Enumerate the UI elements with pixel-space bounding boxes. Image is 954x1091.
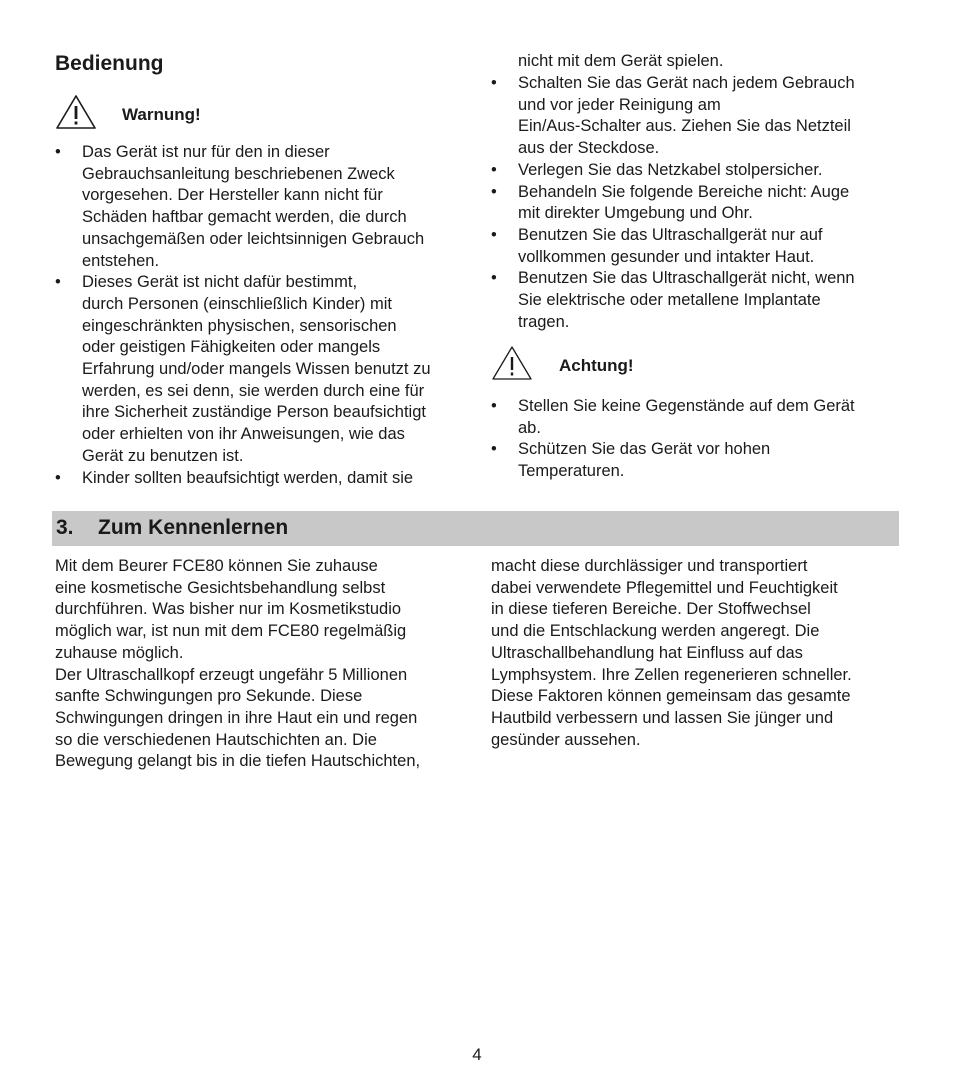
warning-item: • Benutzen Sie das Ultraschallgerät nicht, wenn Sie elektrische oder metallene Implantate tragen.: [491, 268, 891, 333]
section-number: 3.: [56, 516, 74, 539]
warning-item: • Benutzen Sie das Ultraschallgerät nur auf vollkommen gesunder und intakter Haut.: [491, 225, 891, 268]
warning-item: • Verlegen Sie das Netzkabel stolpersicher.: [491, 160, 891, 182]
warning-item: • Schalten Sie das Gerät nach jedem Gebrauch und vor jeder Reinigung am Ein/Aus-Schalter aus. Ziehen Sie das Netzteil aus der Steckdose.: [491, 73, 891, 160]
warning-item: • Kinder sollten beaufsichtigt werden, damit sie: [55, 468, 465, 490]
warning-item: • Dieses Gerät ist nicht dafür bestimmt, durch Personen (einschließlich Kinder) mit eingeschränkten physischen, sensorischen oder geistigen Fähigkeiten oder mangels Erfahrung und/oder mangels Wissen benutzt zu werden, es sei denn, sie werden durch eine für ihre Sicherheit zuständige Person beaufsichtigt oder erhielten von ihr Anweisungen, wie das Gerät zu benutzen ist.: [55, 272, 465, 467]
intro-text-right: macht diese durchlässiger und transportiert dabei verwendete Pflegemittel und Feuchtigkeit in diese tieferen Bereiche. Der Stoffwechsel und die Entschlackung werden angeregt. Die Ultraschallbehandlung hat Einfluss auf das Lymphsystem. Ihre Zellen regenerieren schneller. Diese Faktoren können gemeinsam das gesamte Hautbild verbessern und lassen Sie jünger und gesünder aussehen.: [491, 557, 852, 749]
warning-label: Warnung!: [122, 105, 201, 124]
section-title: Zum Kennenlernen: [98, 516, 289, 539]
warning-list: [55, 142, 465, 489]
warning-item: • Behandeln Sie folgende Bereiche nicht: Auge mit direkter Umgebung und Ohr.: [491, 182, 891, 225]
caution-triangle-icon: [491, 345, 533, 381]
warning-item-continuation: nicht mit dem Gerät spielen.: [518, 52, 724, 70]
intro-text-left: Mit dem Beurer FCE80 können Sie zuhause eine kosmetische Gesichtsbehandlung selbst durchführen. Was bisher nur im Kosmetikstudio möglich war, ist nun mit dem FCE80 regelmäßig zuhause möglich. Der Ultraschallkopf erzeugt ungefähr 5 Millionen sanfte Schwingungen pro Sekunde. Diese Schwingungen dringen in ihre Haut ein und regen so die verschiedenen Hautschichten an. Die Bewegung gelangt bis in die tiefen Hautschichten,: [55, 557, 421, 771]
warning-list-continued: [491, 73, 891, 333]
caution-label: Achtung!: [559, 356, 634, 375]
warning-item: • Das Gerät ist nur für den in dieser Gebrauchsanleitung beschriebenen Zweck vorgesehen. Der Hersteller kann nicht für Schäden haftbar gemacht werden, die durch unsachgemäßen oder leichtsinnigen Gebrauch entstehen.: [55, 142, 465, 272]
caution-item: • Schützen Sie das Gerät vor hohen Temperaturen.: [491, 439, 891, 482]
caution-list: [491, 396, 891, 483]
section-heading-bedienung: Bedienung: [55, 52, 164, 75]
page-number: 4: [472, 1045, 482, 1064]
warning-triangle-icon: [55, 94, 97, 130]
caution-item: • Stellen Sie keine Gegenstände auf dem Gerät ab.: [491, 396, 891, 439]
section-header-bar: [52, 511, 899, 546]
